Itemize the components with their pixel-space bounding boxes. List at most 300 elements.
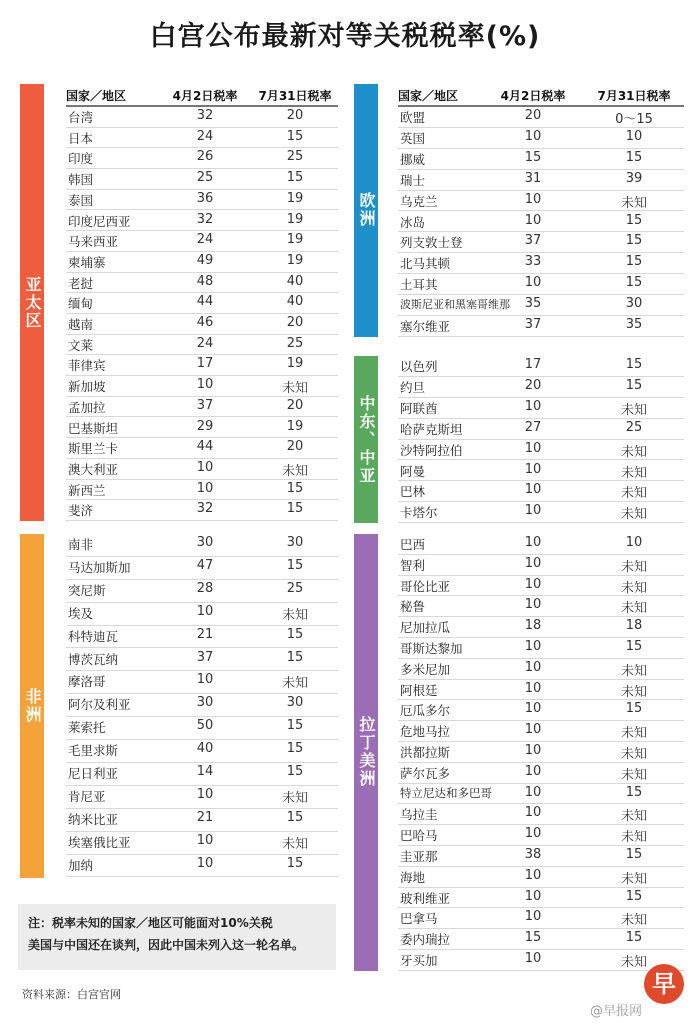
table-row	[398, 763, 684, 784]
rate-jul31: 15	[625, 930, 643, 946]
rate-apr2: 10	[524, 763, 542, 779]
table-row	[398, 804, 684, 825]
rate-apr2: 10	[524, 680, 542, 696]
rate-jul31: 25	[286, 149, 304, 165]
country-name: 危地马拉	[400, 724, 451, 740]
rate-apr2: 32	[196, 108, 214, 123]
country-name: 肯尼亚	[68, 788, 106, 804]
rate-apr2: 46	[196, 315, 214, 330]
rate-jul31: 15	[625, 357, 643, 372]
rate-jul31: 未知	[620, 830, 647, 846]
rate-apr2: 10	[524, 784, 542, 800]
rate-jul31: 15	[625, 784, 643, 800]
table-row	[398, 170, 684, 191]
rate-jul31: 15	[286, 649, 304, 665]
table-row	[398, 659, 684, 680]
country-name: 智利	[400, 557, 426, 573]
country-name: 巴哈马	[400, 828, 438, 844]
rate-jul31: 15	[286, 128, 304, 144]
rate-apr2: 30	[196, 535, 214, 550]
table-row	[398, 638, 684, 659]
table-row	[66, 717, 338, 740]
table-row	[66, 580, 338, 603]
table-row	[66, 694, 338, 717]
rate-jul31: 30	[286, 535, 304, 550]
table-row	[66, 855, 338, 878]
rate-jul31: 未知	[620, 809, 647, 825]
table-row	[398, 825, 684, 846]
rate-jul31: 未知	[281, 790, 308, 806]
rate-jul31: 15	[625, 888, 643, 904]
rate-jul31: 30	[286, 695, 304, 711]
rate-apr2: 48	[196, 273, 214, 289]
country-name: 乌克兰	[400, 193, 438, 209]
country-name: 洪都拉斯	[400, 745, 451, 760]
country-name: 老挝	[68, 275, 94, 291]
right-table-header	[398, 84, 684, 106]
rate-jul31: 40	[286, 273, 304, 289]
rate-jul31: 15	[625, 149, 643, 165]
table-row	[398, 212, 684, 233]
region-label: 非洲	[23, 687, 42, 724]
country-name: 挪威	[400, 151, 426, 167]
country-name: 塞尔维亚	[400, 319, 451, 334]
rate-jul31: 19	[286, 190, 304, 206]
country-name: 马来西亚	[68, 234, 119, 250]
table-row	[66, 809, 338, 832]
country-name: 毛里求斯	[68, 743, 119, 759]
rate-apr2: 10	[196, 672, 214, 688]
table-row	[66, 211, 338, 232]
country-name: 牙买加	[400, 953, 438, 968]
rate-jul31: 30	[625, 296, 643, 312]
rate-apr2: 37	[524, 317, 542, 332]
rate-jul31: 未知	[281, 676, 308, 692]
rate-jul31: 未知	[620, 559, 647, 575]
rate-apr2: 10	[524, 275, 542, 291]
table-row	[398, 700, 684, 721]
country-name: 尼加拉瓜	[400, 620, 451, 636]
country-name: 莱索托	[68, 720, 106, 736]
table-row	[66, 169, 338, 190]
country-name: 玻利维亚	[400, 890, 451, 906]
table-row	[398, 576, 684, 597]
rate-jul31: 15	[286, 626, 304, 642]
table-row	[398, 128, 684, 149]
country-name: 突尼斯	[68, 582, 106, 598]
rate-jul31: 未知	[281, 836, 308, 852]
rate-apr2: 10	[524, 639, 542, 654]
rate-jul31: 25	[625, 419, 643, 435]
country-name: 英国	[400, 130, 426, 146]
table-row	[398, 502, 684, 523]
country-name: 卡塔尔	[400, 505, 438, 521]
table-row	[66, 418, 338, 439]
country-name: 埃塞俄比亚	[68, 834, 131, 850]
rate-apr2: 10	[524, 212, 542, 228]
rate-apr2: 49	[196, 252, 214, 268]
rate-jul31: 未知	[620, 747, 647, 762]
rate-jul31: 39	[625, 170, 643, 186]
rate-jul31: 未知	[620, 913, 647, 929]
rate-jul31: 10	[625, 128, 643, 144]
footnote-box	[18, 904, 336, 970]
table-row	[398, 784, 684, 805]
rate-jul31: 未知	[620, 601, 647, 617]
country-name: 瑞士	[400, 172, 426, 188]
rate-jul31: 15	[625, 639, 643, 654]
country-name: 南非	[68, 537, 94, 552]
rate-apr2: 10	[524, 128, 542, 144]
footnote-line-2: 美国与中国还在谈判，因此中国未列入这一轮名单。	[28, 938, 305, 952]
header-country: 国家／地区	[66, 88, 127, 103]
table-row	[398, 929, 684, 950]
rate-jul31: 未知	[620, 486, 647, 502]
rate-jul31: 未知	[620, 402, 647, 418]
country-name: 印度	[68, 151, 94, 167]
rate-apr2: 10	[196, 480, 214, 496]
country-name: 委内瑞拉	[400, 932, 451, 948]
rate-apr2: 10	[524, 909, 542, 925]
table-row	[398, 274, 684, 295]
rate-jul31: 未知	[620, 767, 647, 783]
country-name: 印度尼西亚	[68, 213, 131, 229]
rate-apr2: 10	[196, 855, 214, 871]
header-apr2: 4月2日税率	[500, 88, 566, 103]
page-title: 白宫公布最新对等关税税率(%)	[149, 21, 541, 52]
table-row	[66, 335, 338, 356]
rate-apr2: 35	[524, 296, 542, 312]
country-name: 巴林	[400, 484, 426, 500]
rate-jul31: 未知	[620, 580, 647, 596]
rate-jul31: 未知	[620, 507, 647, 523]
rate-apr2: 36	[196, 190, 214, 206]
rate-apr2: 25	[196, 170, 214, 186]
rate-jul31: 未知	[281, 463, 308, 479]
rate-apr2: 10	[196, 832, 214, 848]
country-name: 哥斯达黎加	[400, 641, 463, 656]
country-name: 埃及	[68, 605, 94, 621]
table-row	[398, 461, 684, 482]
rate-jul31: 未知	[620, 663, 647, 679]
country-name: 尼日利亚	[68, 766, 119, 781]
rate-jul31: 15	[625, 377, 643, 393]
country-name: 土耳其	[400, 277, 438, 293]
table-row	[398, 107, 684, 128]
country-name: 摩洛哥	[68, 674, 106, 690]
table-row	[66, 763, 338, 786]
rate-apr2: 24	[196, 128, 214, 144]
region-bar-mideast	[354, 356, 378, 523]
country-name: 新加坡	[68, 379, 106, 395]
rate-jul31: 20	[286, 108, 304, 123]
country-name: 阿尔及利亚	[68, 697, 131, 713]
rate-jul31: 15	[286, 557, 304, 573]
table-row	[66, 128, 338, 149]
watermark: @早报网	[590, 1004, 643, 1019]
table-row	[398, 721, 684, 742]
rate-jul31: 未知	[281, 381, 308, 397]
rate-apr2: 37	[196, 649, 214, 665]
table-row	[66, 314, 338, 335]
rate-apr2: 24	[196, 232, 214, 248]
table-row	[66, 832, 338, 855]
rate-apr2: 10	[524, 461, 542, 477]
rate-apr2: 44	[196, 439, 214, 455]
table-row	[66, 190, 338, 211]
table-row	[66, 397, 338, 418]
rate-apr2: 17	[524, 357, 542, 372]
rate-jul31: 35	[625, 317, 643, 332]
table-row	[398, 555, 684, 576]
country-name: 缅甸	[68, 296, 94, 312]
source-credit: 资料来源：白宫官网	[22, 988, 121, 1001]
table-row	[398, 149, 684, 170]
table-row	[398, 356, 684, 377]
table-row	[66, 786, 338, 809]
rate-jul31: 20	[286, 397, 304, 413]
rate-apr2: 27	[524, 419, 542, 435]
table-row	[66, 649, 338, 672]
country-name: 萨尔瓦多	[400, 765, 451, 781]
table-row	[398, 867, 684, 888]
rate-apr2: 20	[524, 108, 542, 123]
rate-apr2: 10	[196, 459, 214, 475]
rate-apr2: 21	[196, 626, 214, 642]
country-name: 厄瓜多尔	[400, 703, 451, 719]
table-row	[66, 107, 338, 128]
table-row	[398, 377, 684, 398]
table-row	[398, 316, 684, 337]
rate-apr2: 30	[196, 695, 214, 711]
table-row	[66, 534, 338, 557]
rate-apr2: 10	[524, 722, 542, 738]
rate-apr2: 24	[196, 335, 214, 351]
table-row	[398, 596, 684, 617]
region-bar-europe	[354, 84, 378, 337]
country-name: 博茨瓦纳	[68, 651, 119, 667]
table-row	[66, 480, 338, 501]
rate-jul31: 19	[286, 232, 304, 248]
rate-apr2: 32	[196, 501, 214, 517]
rate-apr2: 50	[196, 718, 214, 734]
region-label: 中东、中亚	[357, 394, 376, 485]
rate-apr2: 40	[196, 741, 214, 757]
table-row	[398, 295, 684, 316]
rate-jul31: 15	[286, 741, 304, 757]
rate-jul31: 15	[286, 480, 304, 496]
rate-jul31: 19	[286, 356, 304, 372]
footnote-line-1: 注：税率未知的国家／地区可能面对10%关税	[28, 916, 273, 930]
country-name: 斯里兰卡	[68, 441, 119, 457]
rate-apr2: 17	[196, 356, 214, 372]
country-name: 波斯尼亚和黑塞哥维那	[400, 298, 510, 312]
table-row	[398, 481, 684, 502]
rate-jul31: 未知	[620, 684, 647, 700]
rate-apr2: 10	[524, 555, 542, 571]
country-name: 哥伦比亚	[400, 578, 451, 594]
table-row	[66, 740, 338, 763]
rate-apr2: 14	[196, 764, 214, 779]
rate-apr2: 32	[196, 211, 214, 227]
country-name: 以色列	[400, 359, 438, 374]
rate-jul31: 未知	[620, 465, 647, 481]
rate-apr2: 47	[196, 557, 214, 573]
rate-apr2: 18	[524, 618, 542, 634]
country-name: 菲律宾	[68, 358, 106, 374]
region-label: 拉丁美洲	[357, 716, 376, 789]
country-name: 巴基斯坦	[68, 420, 119, 436]
table-row	[398, 680, 684, 701]
country-name: 秘鲁	[400, 599, 426, 615]
rate-apr2: 33	[524, 254, 542, 270]
country-name: 哈萨克斯坦	[400, 421, 463, 437]
rate-apr2: 10	[524, 805, 542, 821]
rate-apr2: 10	[524, 191, 542, 207]
country-name: 纳米比亚	[68, 811, 119, 827]
rate-apr2: 10	[196, 786, 214, 802]
rate-apr2: 28	[196, 580, 214, 596]
rate-apr2: 10	[524, 576, 542, 592]
table-row	[66, 293, 338, 314]
rate-jul31: 15	[625, 254, 643, 270]
rate-jul31: 未知	[620, 726, 647, 742]
rate-jul31: 15	[625, 212, 643, 228]
country-name: 圭亚那	[400, 849, 438, 864]
table-row	[66, 148, 338, 169]
table-row	[398, 232, 684, 253]
region-label: 亚太区	[23, 275, 42, 330]
country-name: 孟加拉	[68, 399, 106, 415]
rate-jul31: 15	[286, 501, 304, 517]
country-name: 巴西	[400, 537, 426, 552]
header-country: 国家／地区	[398, 88, 459, 103]
rate-jul31: 10	[625, 535, 643, 550]
rate-apr2: 38	[524, 847, 542, 862]
rate-apr2: 10	[524, 503, 542, 519]
rate-jul31: 19	[286, 211, 304, 227]
country-name: 加纳	[68, 857, 94, 873]
rate-jul31: 18	[625, 618, 643, 634]
rate-jul31: 20	[286, 439, 304, 455]
table-row	[66, 603, 338, 626]
rate-apr2: 10	[524, 597, 542, 613]
table-row	[66, 626, 338, 649]
rate-apr2: 10	[524, 826, 542, 842]
rate-apr2: 37	[524, 233, 542, 249]
table-row	[398, 191, 684, 212]
rate-apr2: 10	[524, 482, 542, 498]
rate-jul31: 15	[625, 275, 643, 291]
region-label: 欧洲	[357, 192, 376, 229]
country-name: 澳大利亚	[68, 461, 119, 477]
country-name: 阿根廷	[400, 682, 438, 698]
rate-jul31: 15	[286, 809, 304, 825]
rate-apr2: 10	[524, 398, 542, 414]
table-row	[66, 376, 338, 397]
country-name: 冰岛	[400, 214, 426, 230]
country-name: 巴拿马	[400, 911, 438, 927]
country-name: 文莱	[68, 337, 94, 353]
rate-apr2: 37	[196, 397, 214, 413]
table-row	[398, 888, 684, 909]
table-row	[398, 440, 684, 461]
rate-jul31: 20	[286, 315, 304, 330]
header-apr2: 4月2日税率	[172, 88, 238, 103]
rate-jul31: 未知	[620, 195, 647, 211]
table-row	[66, 459, 338, 480]
table-row	[66, 438, 338, 459]
rate-jul31: 15	[286, 170, 304, 186]
table-row	[398, 534, 684, 555]
country-name: 越南	[68, 317, 94, 332]
table-row	[66, 500, 338, 521]
rate-jul31: 15	[625, 847, 643, 862]
country-name: 欧盟	[400, 110, 426, 125]
rate-jul31: 25	[286, 335, 304, 351]
country-name: 北马其顿	[400, 256, 451, 272]
table-row	[398, 398, 684, 419]
rate-apr2: 10	[196, 603, 214, 619]
table-row	[398, 419, 684, 440]
header-jul31: 7月31日税率	[597, 88, 671, 103]
rate-apr2: 10	[524, 659, 542, 675]
rate-jul31: 40	[286, 294, 304, 310]
rate-jul31: 25	[286, 580, 304, 596]
rate-apr2: 31	[524, 170, 542, 186]
country-name: 马达加斯加	[68, 559, 131, 575]
table-row	[66, 252, 338, 273]
country-name: 列支敦士登	[400, 235, 463, 251]
rate-apr2: 44	[196, 294, 214, 310]
rate-apr2: 15	[524, 149, 542, 165]
table-row	[398, 846, 684, 867]
left-table-header	[66, 84, 338, 106]
country-name: 新西兰	[68, 482, 106, 498]
country-name: 斐济	[68, 503, 94, 519]
table-row	[398, 908, 684, 929]
rate-apr2: 10	[524, 951, 542, 966]
table-row	[66, 355, 338, 376]
country-name: 约旦	[400, 379, 426, 395]
table-row	[398, 742, 684, 763]
rate-jul31: 未知	[620, 871, 647, 887]
rate-apr2: 26	[196, 149, 214, 165]
rate-jul31: 19	[286, 418, 304, 434]
rate-apr2: 10	[524, 535, 542, 550]
rate-apr2: 10	[524, 743, 542, 758]
rate-jul31: 未知	[620, 444, 647, 460]
country-name: 海地	[400, 869, 426, 885]
zaobao-logo: 早	[644, 964, 684, 1004]
country-name: 沙特阿拉伯	[400, 442, 463, 458]
country-name: 柬埔寨	[68, 254, 106, 270]
region-bar-latam	[354, 534, 378, 971]
rate-jul31: 15	[286, 718, 304, 734]
rate-jul31: 15	[286, 764, 304, 779]
country-name: 阿曼	[400, 463, 426, 479]
rate-apr2: 20	[524, 377, 542, 393]
table-row	[66, 671, 338, 694]
rate-jul31: 15	[286, 855, 304, 871]
table-row	[66, 557, 338, 580]
rate-jul31: 未知	[281, 607, 308, 623]
rate-apr2: 29	[196, 418, 214, 434]
country-name: 乌拉圭	[400, 807, 438, 823]
region-bar-africa	[20, 534, 44, 878]
country-name: 日本	[68, 130, 94, 146]
rate-apr2: 21	[196, 809, 214, 825]
